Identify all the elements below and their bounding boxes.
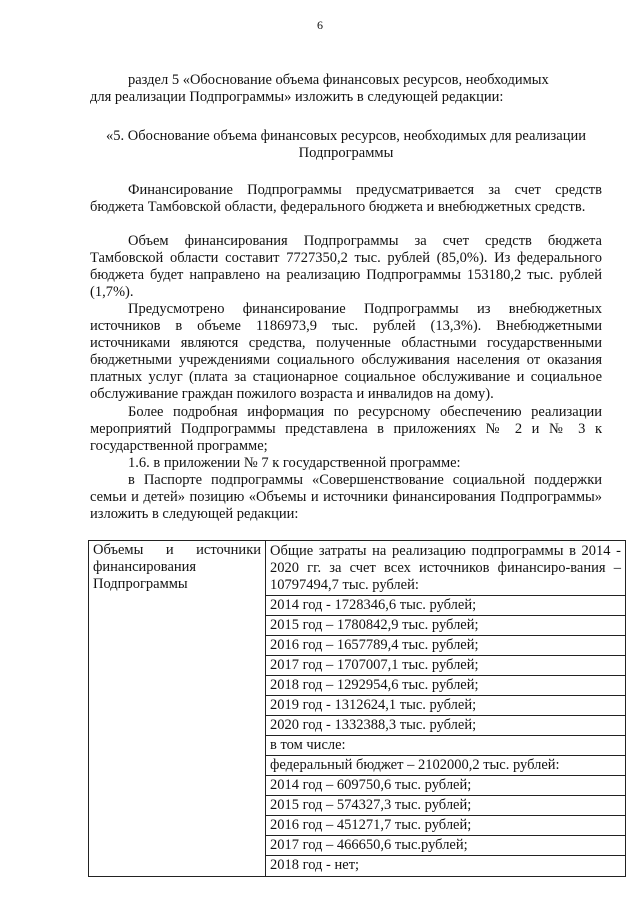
table-line-federal-2017: 2017 год – 466650,6 тыс.рублей; (266, 836, 625, 856)
section-title-line-2: Подпрограммы (298, 145, 394, 161)
table-line-including: в том числе: (266, 736, 625, 756)
table-line-2015: 2015 год – 1780842,9 тыс. рублей; (266, 616, 625, 636)
intro-paragraph (90, 72, 602, 106)
intro-line-1: раздел 5 «Обоснование объема финансовых ресурсов, необходимых (128, 72, 549, 88)
table-line-federal-2016: 2016 год – 451271,7 тыс. рублей; (266, 816, 625, 836)
paragraph-appendix-7: 1.6. в приложении № 7 к государственной программе: (128, 455, 461, 471)
section-title (90, 128, 602, 162)
section-title-line-1: «5. Обоснование объема финансовых ресурсов, необходимых для реализации (105, 128, 586, 144)
table-line-federal-2015: 2015 год – 574327,3 тыс. рублей; (266, 796, 625, 816)
paragraph-extrabudgetary: Предусмотрено финансирование Подпрограммы из внебюджетных источников в объеме 1186973,9 тыс. рублей (13,3%). Внебюджетными источниками являются средства, полученные областными государственными бюджетными учреждениями социального обслуживания населения от оказания платных услуг (плата за стационарное социальное обслуживание и социальное обслуживание граждан пожилого возраста и инвалидов на дому). (90, 301, 602, 402)
paragraph-passport: в Паспорте подпрограммы «Совершенствование социальной поддержки семьи и детей» позицию «Объемы и источники финансирования Подпрограммы» изложить в следующей редакции: (90, 472, 602, 522)
table-row (89, 541, 626, 877)
table-line-2014: 2014 год - 1728346,6 тыс. рублей; (266, 596, 625, 616)
table-line-federal-total: федеральный бюджет – 2102000,2 тыс. рублей: (266, 756, 625, 776)
paragraph-regional-budget: Объем финансирования Подпрограммы за счет средств бюджета Тамбовской области составит 7727350,2 тыс. рублей (85,0%). Из федерального бюджета будет направлено на реализацию Подпрограммы 153180,2 тыс. рублей (1,7%). (90, 233, 602, 300)
table-line-federal-2018: 2018 год - нет; (270, 857, 360, 873)
table-left-cell (89, 541, 266, 877)
paragraph-financing: Финансирование Подпрограммы предусматривается за счет средств бюджета Тамбовской области, федерального бюджета и внебюджетных средств. (90, 182, 602, 215)
table-line-2018: 2018 год – 1292954,6 тыс. рублей; (266, 676, 625, 696)
paragraph-more-info: Более подробная информация по ресурсному обеспечению реализации мероприятий Подпрограммы представлена в приложениях № 2 и № 3 к государственной программе; (90, 404, 602, 454)
table-line-total: Общие затраты на реализацию подпрограммы в 2014 - 2020 гг. за счет всех источников финансиро-вания – 10797494,7 тыс. рублей: (266, 542, 625, 596)
table-line-federal-2014: 2014 год – 609750,6 тыс. рублей; (266, 776, 625, 796)
funding-table (88, 540, 626, 877)
table-line-2016: 2016 год – 1657789,4 тыс. рублей; (266, 636, 625, 656)
table-left-label: Объемы и источники финансирования Подпрограммы (93, 542, 261, 592)
table-line-2017: 2017 год – 1707007,1 тыс. рублей; (266, 656, 625, 676)
page-number: 6 (317, 18, 323, 32)
table-right-cell (266, 541, 626, 877)
table-line-2020: 2020 год - 1332388,3 тыс. рублей; (266, 716, 625, 736)
table-line-2019: 2019 год - 1312624,1 тыс. рублей; (266, 696, 625, 716)
intro-line-2: для реализации Подпрограммы» изложить в следующей редакции: (90, 89, 504, 105)
